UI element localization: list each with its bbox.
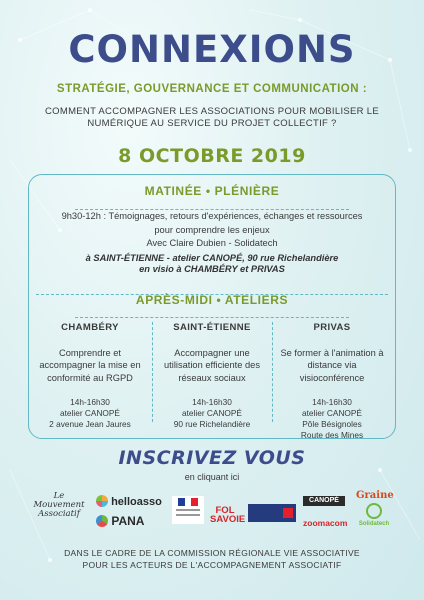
workshop-heading: PRIVAS xyxy=(313,322,351,333)
flag-icon xyxy=(178,498,198,506)
ligue-enseignement-logo xyxy=(248,504,296,522)
pana-icon xyxy=(96,515,108,527)
helloasso-logo xyxy=(96,495,162,508)
zoomacom-logo: zoomacom xyxy=(303,518,348,528)
mouvement-associatif-logo: Le Mouvement Associatif xyxy=(33,491,85,519)
workshop-text: Se former à l'animation à distance via visioconférence xyxy=(280,347,384,383)
graine-logo xyxy=(356,490,392,527)
workshop-chambery xyxy=(34,322,146,430)
register-button[interactable]: INSCRIVEZ VOUS xyxy=(118,447,306,469)
column-separator xyxy=(272,322,273,422)
workshop-privas xyxy=(278,322,386,441)
subtitle: STRATÉGIE, GOUVERNANCE ET COMMUNICATION : xyxy=(56,83,368,95)
workshop-time: 14h-16h30 xyxy=(312,397,352,407)
location-line-1: à SAINT-ÉTIENNE - atelier CANOPÉ, 90 rue Richelandière xyxy=(85,253,339,263)
graine-label: Graine xyxy=(356,490,394,501)
solidatech-icon xyxy=(366,503,382,519)
location-line-2: en visio à CHAMBÉRY et PRIVAS xyxy=(139,264,285,274)
workshop-address: 2 avenue Jean Jaures xyxy=(49,419,131,429)
pana-label: PANA xyxy=(111,514,145,528)
apresmidi-title: APRÈS-MIDI • ATELIERS xyxy=(135,293,289,307)
workshop-time: 14h-16h30 xyxy=(70,397,110,407)
republique-logo xyxy=(172,496,204,524)
workshop-address: Pôle Bésignoles Route des Mines xyxy=(300,419,364,440)
workshop-heading: SAINT-ÉTIENNE xyxy=(173,322,251,333)
workshop-address: 90 rue Richelandière xyxy=(173,419,251,429)
workshop-place: atelier CANOPÉ xyxy=(302,408,362,418)
footer-line-1: DANS LE CADRE DE LA COMMISSION RÉGIONALE VIE ASSOCIATIVE xyxy=(64,548,360,558)
matinee-location xyxy=(0,253,424,275)
column-separator xyxy=(152,322,153,422)
pana-logo xyxy=(96,514,144,528)
canope-logo: CANOPÉ xyxy=(303,496,345,506)
helloasso-icon xyxy=(96,495,108,507)
divider xyxy=(75,317,349,318)
workshop-text: Comprendre et accompagner la mise en conformité au RGPD xyxy=(39,347,141,383)
event-date: 8 OCTOBRE 2019 xyxy=(118,145,306,167)
question-line-2: NUMÉRIQUE AU SERVICE DU PROJET COLLECTIF ? xyxy=(87,118,337,129)
workshop-time: 14h-16h30 xyxy=(192,397,232,407)
matinee-title: MATINÉE • PLÉNIÈRE xyxy=(144,184,280,198)
matinee-text: 9h30-12h : Témoignages, retours d'expériences, échanges et ressources pour comprendre les enjeux xyxy=(61,211,363,235)
helloasso-label: helloasso xyxy=(111,496,162,508)
footer xyxy=(0,547,424,571)
question xyxy=(0,106,424,130)
solidatech-label: Solidatech xyxy=(358,521,390,527)
fol-savoie-logo: FOL SAVOIE xyxy=(210,505,246,525)
workshop-place: atelier CANOPÉ xyxy=(60,408,120,418)
register-link[interactable]: en cliquant ici xyxy=(184,472,240,482)
workshop-place: atelier CANOPÉ xyxy=(182,408,242,418)
page-title: CONNEXIONS xyxy=(68,28,356,71)
matinee-speaker: Avec Claire Dubien - Solidatech xyxy=(146,238,278,248)
footer-line-2: POUR LES ACTEURS DE L'ACCOMPAGNEMENT ASSOCIATIF xyxy=(82,560,342,570)
workshop-heading: CHAMBÉRY xyxy=(61,322,119,333)
workshop-saint-etienne xyxy=(156,322,268,430)
workshop-text: Accompagner une utilisation efficiente des réseaux sociaux xyxy=(164,347,260,383)
question-line-1: COMMENT ACCOMPAGNER LES ASSOCIATIONS POUR MOBILISER LE xyxy=(45,106,379,117)
